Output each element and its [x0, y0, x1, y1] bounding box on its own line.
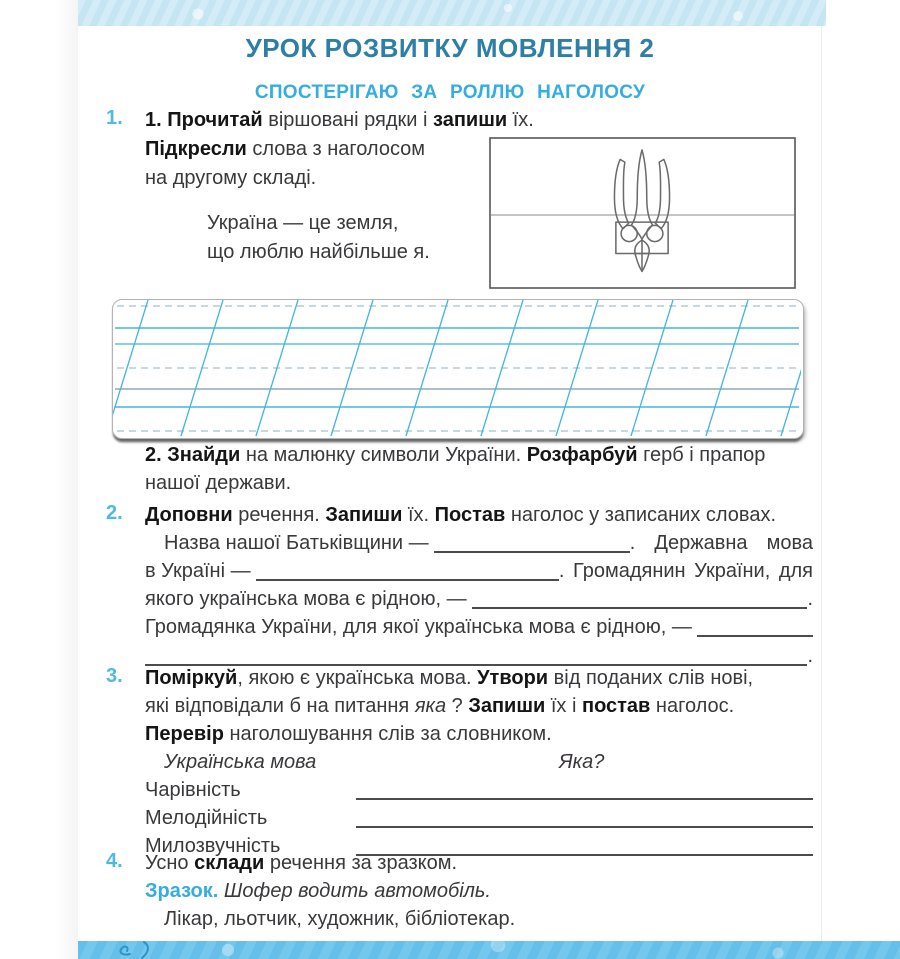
- pen-scribble-doodle: [108, 941, 178, 959]
- word-table-row-2: Мелодійність: [145, 805, 813, 832]
- exercise-1-instruction-line-2: Підкресли слова з наголосом: [145, 138, 426, 160]
- exercise-2-sentence-line-4: Громадянка України, для якої українська мова є рідною, —: [145, 614, 813, 641]
- handwriting-lines-svg: [113, 300, 801, 436]
- exercise-1-number: 1.: [106, 107, 123, 129]
- exercise-3-instruction-line-3: Перевір наголошування слів за словником.: [145, 723, 552, 745]
- exercise-2-number: 2.: [106, 502, 123, 524]
- ukraine-flag-coloring-image: [489, 137, 796, 289]
- page-top-decor-band: [78, 0, 826, 26]
- exercise-4-example: Зразок. Шофер водить автомобіль.: [145, 880, 491, 902]
- exercise-2-sentence-line-3: якого українська мова є рідною, — .: [145, 588, 813, 610]
- page-title: УРОК РОЗВИТКУ МОВЛЕННЯ 2: [245, 33, 655, 63]
- exercise-3-number: 3.: [106, 665, 123, 687]
- word-table-row-1: Чарівність: [145, 777, 813, 804]
- scan-gutter-shadow: [56, 0, 78, 959]
- exercise-1-instruction-line-3: на другому складі.: [145, 167, 317, 189]
- word-table-header: Українська мова Яка?: [164, 751, 605, 773]
- exercise-1-part-2-line-2: нашої держави.: [145, 472, 292, 494]
- poem-line-2: що люблю найбільше я.: [207, 241, 430, 263]
- exercise-4-number: 4.: [106, 850, 123, 872]
- exercise-2-sentence-line-5: .: [145, 643, 813, 670]
- exercise-1-part-2-line-1: 2. Знайди на малюнку символи України. Розфарбуй герб і прапор: [145, 444, 766, 466]
- exercise-1-instruction-line-1: 1. Прочитай віршовані рядки і запиши їх.: [145, 109, 534, 131]
- trident-emblem: [614, 150, 669, 272]
- exercise-3-instruction-line-1: Поміркуй , якою є українська мова. Утвори від поданих слів нові,: [145, 667, 754, 689]
- handwriting-lines-panel: [112, 299, 804, 439]
- poem-line-1: Україна — це земля,: [207, 212, 399, 234]
- exercise-2-instruction: Доповни речення. Запиши їх. Постав наголос у записаних словах.: [145, 504, 776, 526]
- lesson-subtitle: СПОСТЕРІГАЮ ЗА РОЛЛЮ НАГОЛОСУ: [254, 82, 646, 103]
- exercise-2-sentence-line-1: Назва нашої Батьківщини — . Державна мова: [164, 532, 813, 554]
- exercise-3-instruction-line-2: які відповідали б на питання яка ? Запиши їх і постав наголос.: [145, 695, 735, 717]
- exercise-4-word-list: Лікар, льотчик, художник, бібліотекар.: [164, 908, 516, 930]
- word-table-row-3: Милозвучність: [145, 833, 813, 860]
- page-bottom-decor-band: [78, 941, 900, 959]
- exercise-2-sentence-line-2: в Україні — . Громадянин України, для: [145, 560, 813, 582]
- exercise-4-instruction: Усно склади речення за зразком.: [145, 852, 458, 874]
- page-edge-line: [821, 26, 822, 941]
